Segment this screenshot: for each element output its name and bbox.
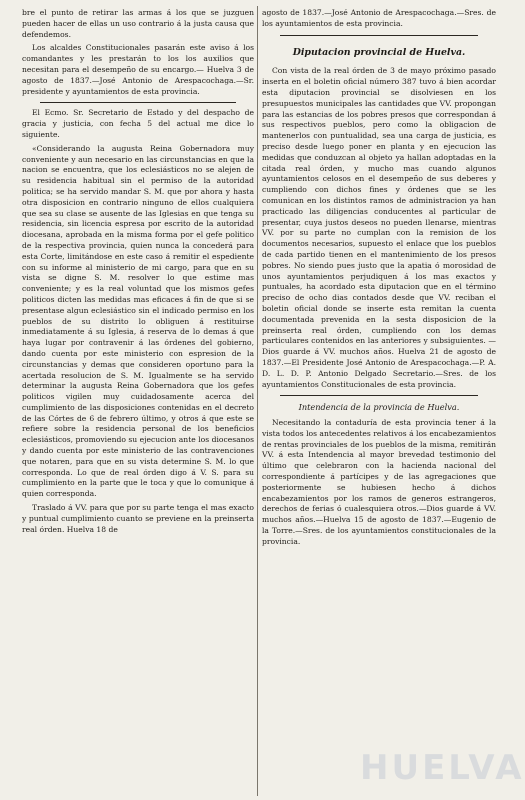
- diputacion-heading: Diputacion provincial de Huelva.: [292, 46, 466, 58]
- archive-watermark: HUELVA: [360, 748, 525, 788]
- right-column: [262, 8, 496, 551]
- article-continuation: bre el punto de retirar las armas á los que se juzguen pueden hacer de ellas un uso contrario á la justa causa que defendemos.: [22, 8, 254, 39]
- intendencia-heading: Intendencia de la provincia de Huelva.: [298, 402, 460, 413]
- section-divider: [280, 395, 478, 396]
- column-divider: [257, 6, 258, 796]
- diputacion-text: Con vista de la real órden de 3 de mayo próximo pasado inserta en el boletin oficial número 387 tuvo á bien acordar esta diputacion provincial se disolviesen en los presupuestos municipales las cantidades que VV. propongan para las estancias de los pobres presos que correspondan á sus respectivos pueblos, pero como la obligacion de mantenerlos con puntualidad, sea una carga de justicia, es preciso desde luego poner en planta y en ejecucion las medidas que conduzcan al objeto ya hallan adoptadas en la citada real órden, y mucho mas cuando algunos ayuntamientos celosos en el desempeño de sus deberes y cumpliendo con dichos fines y órdenes que se les comunican en los distintos ramos de administracion ya han practicado las diligencias conducentes al particular de presentar, cuya justos deseos no pueden llenarse, mientras VV. por su parte no cumplan con la remision de los documentos necesarios, supuesto el enlace que los pueblos de cada partido tienen en el mantenimiento de los presos pobres. No siendo pues justo que la apatia ó morosidad de unos ayuntamientos perjudiquen á los mas exactos y puntuales, ha acordado esta diputacion que en el término preciso de ocho dias contados desde que VV. reciban el boletin oficial donde se inserte esta remitan la cuenta documentada prevenida en la sesta disposicion de la preinserta real órden, cumpliendo con los demas particulares contenidos en las anteriores y subsiguientes. —Dios guarde á VV. muchos años. Huelva 21 de agosto de 1837.—El Presidente José Antonio de Arespacochaga.—P. A. D. L. D. P. Antonio Delgado Secretario.—Sres. de los ayuntamientos Constitucionales de esta provincia.: [262, 66, 496, 389]
- royal-order-text: «Considerando la augusta Reina Gobernadora muy conveniente y aun necesario en las circunstancias en que la nacion se encuentra, que los eclesiásticos no se alejen de su residencia habitual sin el permiso de la autoridad politica; se ha servido mandar S. M. que por ahora y hasta otra disposicion en contrario ninguno de ellos cualquiera que sea su clase se ausente de las Iglesias en que tenga su residencia, sin licencia espresa por escrito de la autoridad diocesana, aprobada en la misma forma por el gefe politico de la respectiva provincia, quien nunca la concederá para esta Corte, limitándose en este caso á remitir el espediente con su informe al ministerio de mi cargo, para que en su vista se digne S. M. resolver lo que estime mas conveniente; y es la real voluntad que los mismos gefes politicos dicten las medidas mas eficaces á fin de que si se presentase algun eclesiástico sin el indicado permiso en los pueblos de su distrito lo obliguen á restituirse inmediatamente á su Iglesia, á reserva de lo demas á que haya lugar por contravenir á las órdenes del gobierno, dando cuenta por este ministerio con espresion de la circunstancias y demas que consideren oportuno para la acertada resolucion de S. M. Igualmente se ha servido determinar la augusta Reina Gobernadora que los gefes politicos vigilen muy cuidadosamente acerca del cumplimiento de las disposiciones contenidas en el decreto de las Córtes de 6 de febrero último, y otros á que este se refiere sobre la residencia personal de los beneficios eclesiásticos, promoviendo su ejecucion ante los diocesanos y dando cuenta por este ministerio de las contravenciones que notaren, para que en su vista determine S. M. lo que corresponda. Lo que de real órden digo á V. S. para su cumplimiento en la parte que le toca y que lo comunique á quien corresponda.: [22, 143, 254, 499]
- transfer-notice: Traslado á VV. para que por su parte tenga el mas exacto y puntual cumplimiento cuanto se previene en la preinserta real órden. Huelva 18 de: [22, 503, 254, 534]
- section-divider: [280, 35, 478, 36]
- royal-order-intro: El Ecmo. Sr. Secretario de Estado y del despacho de gracia y justicia, con fecha 5 del actual me dice lo siguiente.: [22, 108, 254, 139]
- signature-continuation: agosto de 1837.—José Antonio de Arespacochaga.—Sres. de los ayuntamientos de esta provincia.: [262, 8, 496, 28]
- section-divider: [40, 102, 236, 103]
- left-column: [22, 8, 254, 538]
- alcaldes-notice: Los alcaldes Constitucionales pasarán este aviso á los comandantes y les prestarán to los los auxilios que necesitan para el desempeño de su encargo.— Huelva 3 de agosto de 1837.—José Antonio de Arespacochaga.—Sr. presidente y ayuntamientos de esta provincia.: [22, 43, 254, 96]
- intendencia-text: Necesitando la contaduría de esta provincia tener á la vista todos los antecedentes relativos á los encabezamientos de rentas provinciales de los pueblos de la misma, remitirán VV. á esta Intendencia al mayor brevedad testimonio del último que celebraron con la hacienda nacional del correspondiente á partícipes y de las agregaciones que posteriormente se hubiesen hecho á dichos encabezamientos por los ramos de generos estrangeros, derechos de ferias ó cualesquiera otros.—Dios guarde á VV. muchos años.—Huelva 15 de agosto de 1837.—Eugenio de la Torre.—Sres. de los ayuntamientos constitucionales de la provincia.: [262, 418, 496, 546]
